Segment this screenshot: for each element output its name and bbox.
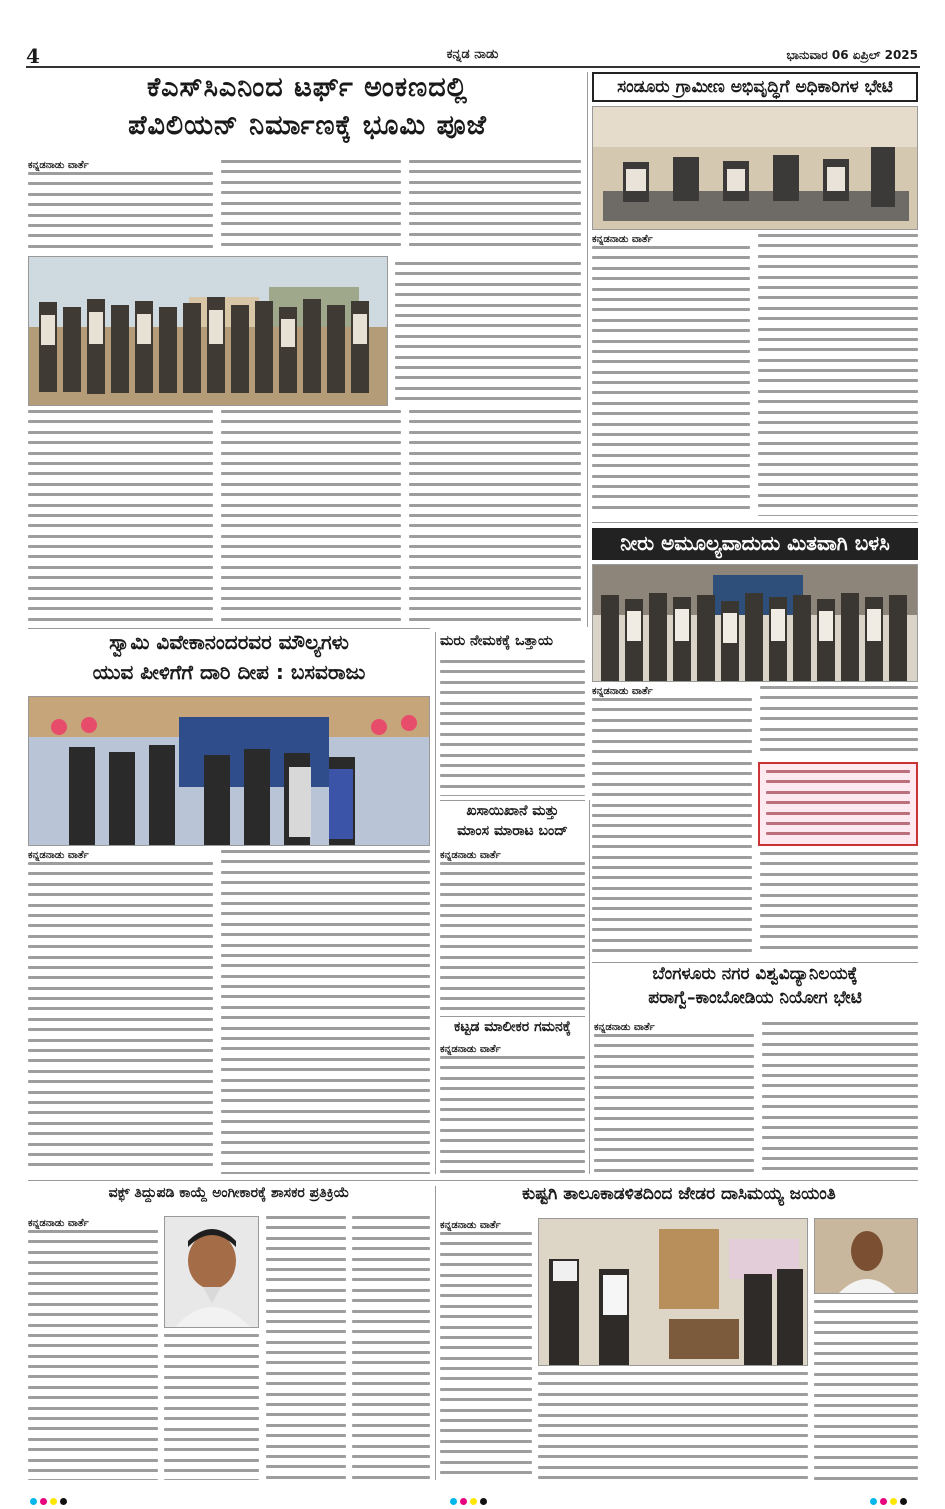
notice-box [758,762,918,846]
mla-portrait [164,1216,259,1328]
builders-text [440,1056,585,1174]
waqf-text-col3 [266,1216,346,1480]
vivekananda-text-col1 [28,862,213,1174]
kushtagi-text-col3 [814,1300,918,1480]
turf-text-col1 [28,172,213,250]
turf-text-col3c [409,410,581,622]
turf-text-col2 [221,160,401,250]
sandur-byline: ಕನ್ನಡನಾಡು ವಾರ್ತೆ [592,234,653,245]
section-rule [440,1016,585,1017]
butcher-byline: ಕನ್ನಡನಾಡು ವಾರ್ತೆ [440,850,501,861]
water-text-col1b [592,762,752,956]
butcher-headline-line1: ಖಸಾಯಿಖಾನೆ ಮತ್ತು [466,804,559,819]
university-headline-line1: ಬೆಂಗಳೂರು ನಗರ ವಿಶ್ವವಿದ್ಯಾನಿಲಯಕ್ಕೆ [652,966,858,984]
kushtagi-text-col2 [538,1372,808,1480]
butcher-text [440,862,585,1010]
waqf-text-col4 [352,1216,430,1480]
section-rule [440,800,585,801]
butcher-headline-line2: ಮಾಂಸ ಮಾರಾಟ ಬಂದ್ [457,824,568,839]
turf-headline-line1: ಕೆಎಸ್‌ಸಿಎನಿಂದ ಟರ್ಫ್ ಅಂಕಣದಲ್ಲಿ [146,74,469,103]
sandur-photo [592,106,918,230]
kushtagi-byline: ಕನ್ನಡನಾಡು ವಾರ್ತೆ [440,1220,501,1231]
turf-photo [28,256,388,406]
sandur-text-col1 [592,246,750,516]
column-rule [435,1186,436,1480]
waqf-text-col2 [164,1334,259,1480]
water-byline: ಕನ್ನಡನಾಡು ವಾರ್ತೆ [592,686,653,697]
section-rule [28,1180,918,1181]
print-registration-marks [30,1490,920,1500]
turf-text-col2b [221,410,401,622]
column-rule [435,632,436,1174]
maru-headline: ಮರು ನೇಮಕಕ್ಕೆ ಒತ್ತಾಯ [440,634,554,649]
university-byline: ಕನ್ನಡನಾಡು ವಾರ್ತೆ [594,1022,655,1033]
column-rule [587,72,588,627]
waqf-text-col1 [28,1230,158,1480]
turf-headline-line2: ಪೆವಿಲಿಯನ್ ನಿರ್ಮಾಣಕ್ಕೆ ಭೂಮಿ ಪೂಜೆ [128,112,487,141]
section-rule [592,522,918,523]
vivekananda-byline: ಕನ್ನಡನಾಡು ವಾರ್ತೆ [28,850,89,861]
turf-text-col1b [28,410,213,622]
kushtagi-photo [538,1218,808,1366]
water-text-col1 [592,698,752,758]
issue-date: ಭಾನುವಾರ 06 ಏಪ್ರಿಲ್ 2025 [786,48,918,62]
column-rule [589,800,590,1174]
vivekananda-headline-line2: ಯುವ ಪೀಳಿಗೆಗೆ ದಾರಿ ದೀಪ : ಬಸವರಾಜು [92,662,366,684]
kushtagi-headline: ಕುಷ್ಟಗಿ ತಾಲೂಕಾಡಳಿತದಿಂದ ಜೇಡರ ದಾಸಿಮಯ್ಯ ಜಯಂತಿ [522,1186,836,1204]
kushtagi-portrait [814,1218,918,1294]
page-number: 4 [26,44,40,68]
sandur-headline: ಸಂಡೂರು ಗ್ರಾಮೀಣ ಅಭಿವೃದ್ಧಿಗೆ ಅಧಿಕಾರಿಗಳ ಭೇಟಿ [592,72,918,102]
turf-text-col3 [409,160,581,250]
waqf-byline: ಕನ್ನಡನಾಡು ವಾರ್ತೆ [28,1218,89,1229]
water-headline: ನೀರು ಅಮೂಲ್ಯವಾದುದು ಮಿತವಾಗಿ ಬಳಸಿ [592,528,918,560]
water-photo [592,564,918,682]
water-text-col2b [760,852,918,956]
section-rule [592,962,918,963]
builders-headline: ಕಟ್ಟಡ ಮಾಲೀಕರ ಗಮನಕ್ಕೆ [454,1020,571,1035]
kushtagi-text-col1 [440,1232,532,1480]
university-text-col1 [594,1034,754,1174]
vivekananda-headline-line1: ಸ್ವಾಮಿ ವಿವೇಕಾನಂದರವರ ಮೌಲ್ಯಗಳು [109,632,349,654]
vivekananda-photo [28,696,430,846]
university-headline-line2: ಪರಾಗ್ವೆ–ಕಾಂಬೋಡಿಯ ನಿಯೋಗ ಭೇಟಿ [648,990,862,1008]
vivekananda-text-col2 [221,850,430,1174]
section-rule [28,628,430,629]
maru-text-col1 [440,660,585,796]
turf-text-col3b [395,262,581,406]
builders-byline: ಕನ್ನಡನಾಡು ವಾರ್ತೆ [440,1044,501,1055]
water-text-col2 [760,686,918,758]
waqf-headline: ವಕ್ಫ್ ತಿದ್ದುಪಡಿ ಕಾಯ್ದೆ ಅಂಗೀಕಾರಕ್ಕೆ ಶಾಸಕರ ಪ್ರತಿಕ್ರಿಯೆ [108,1186,350,1201]
sandur-text-col2 [758,234,918,516]
university-text-col2 [762,1022,918,1174]
turf-byline: ಕನ್ನಡನಾಡು ವಾರ್ತೆ [28,160,89,171]
paper-name: ಕನ್ನಡ ನಾಡು [446,47,499,62]
